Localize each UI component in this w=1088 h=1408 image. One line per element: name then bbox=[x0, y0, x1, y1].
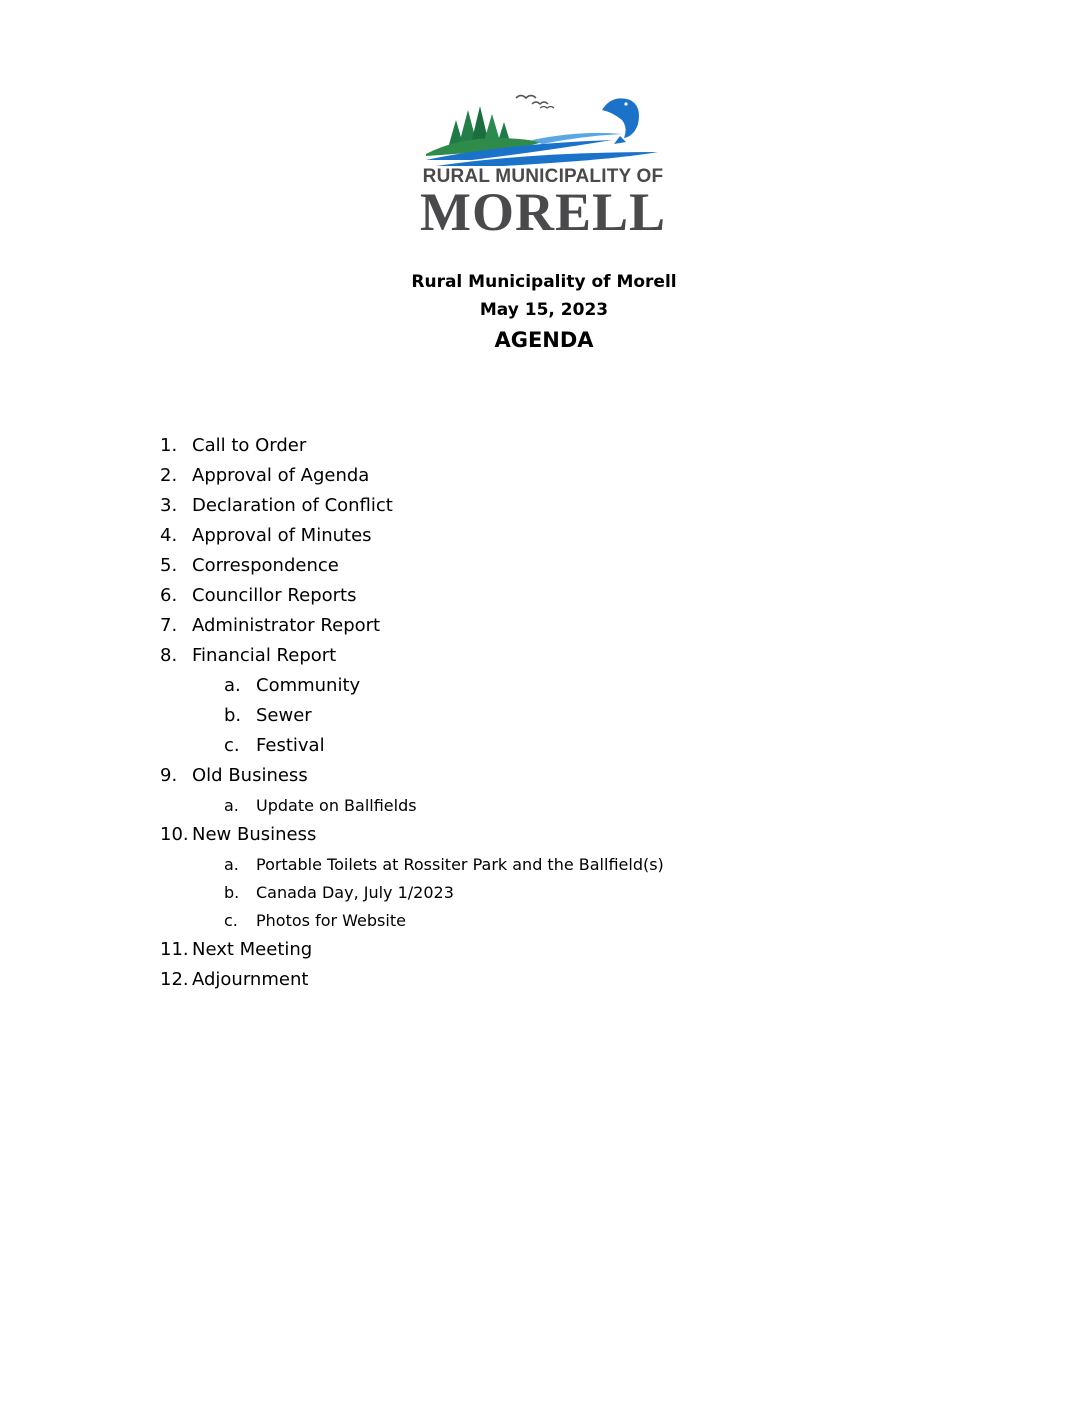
agenda-item-text: Next Meeting bbox=[192, 939, 313, 960]
agenda-subitem-letter: c. bbox=[224, 911, 238, 930]
agenda-item-number: 9. bbox=[160, 765, 178, 786]
agenda-item-text: Old Business bbox=[192, 765, 308, 786]
agenda-subitem-text: Sewer bbox=[256, 705, 312, 726]
agenda-item-number: 4. bbox=[160, 525, 178, 546]
agenda-item-number: 10. bbox=[160, 824, 189, 845]
agenda-subitem-letter: c. bbox=[224, 735, 240, 756]
agenda-item-number: 12. bbox=[160, 969, 189, 990]
agenda-subitem-text: Update on Ballfields bbox=[256, 796, 417, 815]
agenda-item-text: Financial Report bbox=[192, 645, 337, 666]
agenda-subitem-letter: a. bbox=[224, 796, 239, 815]
agenda-item-number: 6. bbox=[160, 585, 178, 606]
logo-text-line1: RURAL MUNICIPALITY OF bbox=[422, 166, 664, 187]
agenda-subitem-text: Photos for Website bbox=[256, 911, 406, 930]
agenda-item-number: 7. bbox=[160, 615, 178, 636]
agenda-subitem-text: Community bbox=[256, 675, 361, 696]
agenda-item-text: Approval of Agenda bbox=[192, 465, 370, 486]
agenda-item-number: 11. bbox=[160, 939, 189, 960]
agenda-item-number: 1. bbox=[160, 435, 178, 456]
agenda-item-text: Call to Order bbox=[192, 435, 307, 456]
agenda-item-number: 3. bbox=[160, 495, 178, 516]
agenda-item-text: Correspondence bbox=[192, 555, 339, 576]
agenda-item-text: Adjournment bbox=[192, 969, 309, 990]
agenda-item-number: 8. bbox=[160, 645, 178, 666]
agenda-subitem-letter: b. bbox=[224, 705, 242, 726]
agenda-subitem-letter: b. bbox=[224, 883, 240, 902]
agenda-item-text: Councillor Reports bbox=[192, 585, 357, 606]
agenda-item-number: 5. bbox=[160, 555, 178, 576]
agenda-item-text: Administrator Report bbox=[192, 615, 381, 636]
agenda-subitem-text: Festival bbox=[256, 735, 325, 756]
meeting-date: May 15, 2023 bbox=[479, 300, 609, 320]
agenda-subitem-text: Canada Day, July 1/2023 bbox=[256, 883, 454, 902]
agenda-subitem-letter: a. bbox=[224, 855, 239, 874]
agenda-item-number: 2. bbox=[160, 465, 178, 486]
document-title: AGENDA bbox=[494, 328, 594, 352]
agenda-subitem-letter: a. bbox=[224, 675, 241, 696]
logo-text-line2: MORELL bbox=[419, 182, 667, 242]
organization-name: Rural Municipality of Morell bbox=[411, 272, 677, 292]
agenda-item-text: Approval of Minutes bbox=[192, 525, 372, 546]
agenda-item-text: New Business bbox=[192, 824, 317, 845]
agenda-item-text: Declaration of Conflict bbox=[192, 495, 393, 516]
agenda-subitem-text: Portable Toilets at Rossiter Park and the Ballfield(s) bbox=[256, 855, 664, 874]
